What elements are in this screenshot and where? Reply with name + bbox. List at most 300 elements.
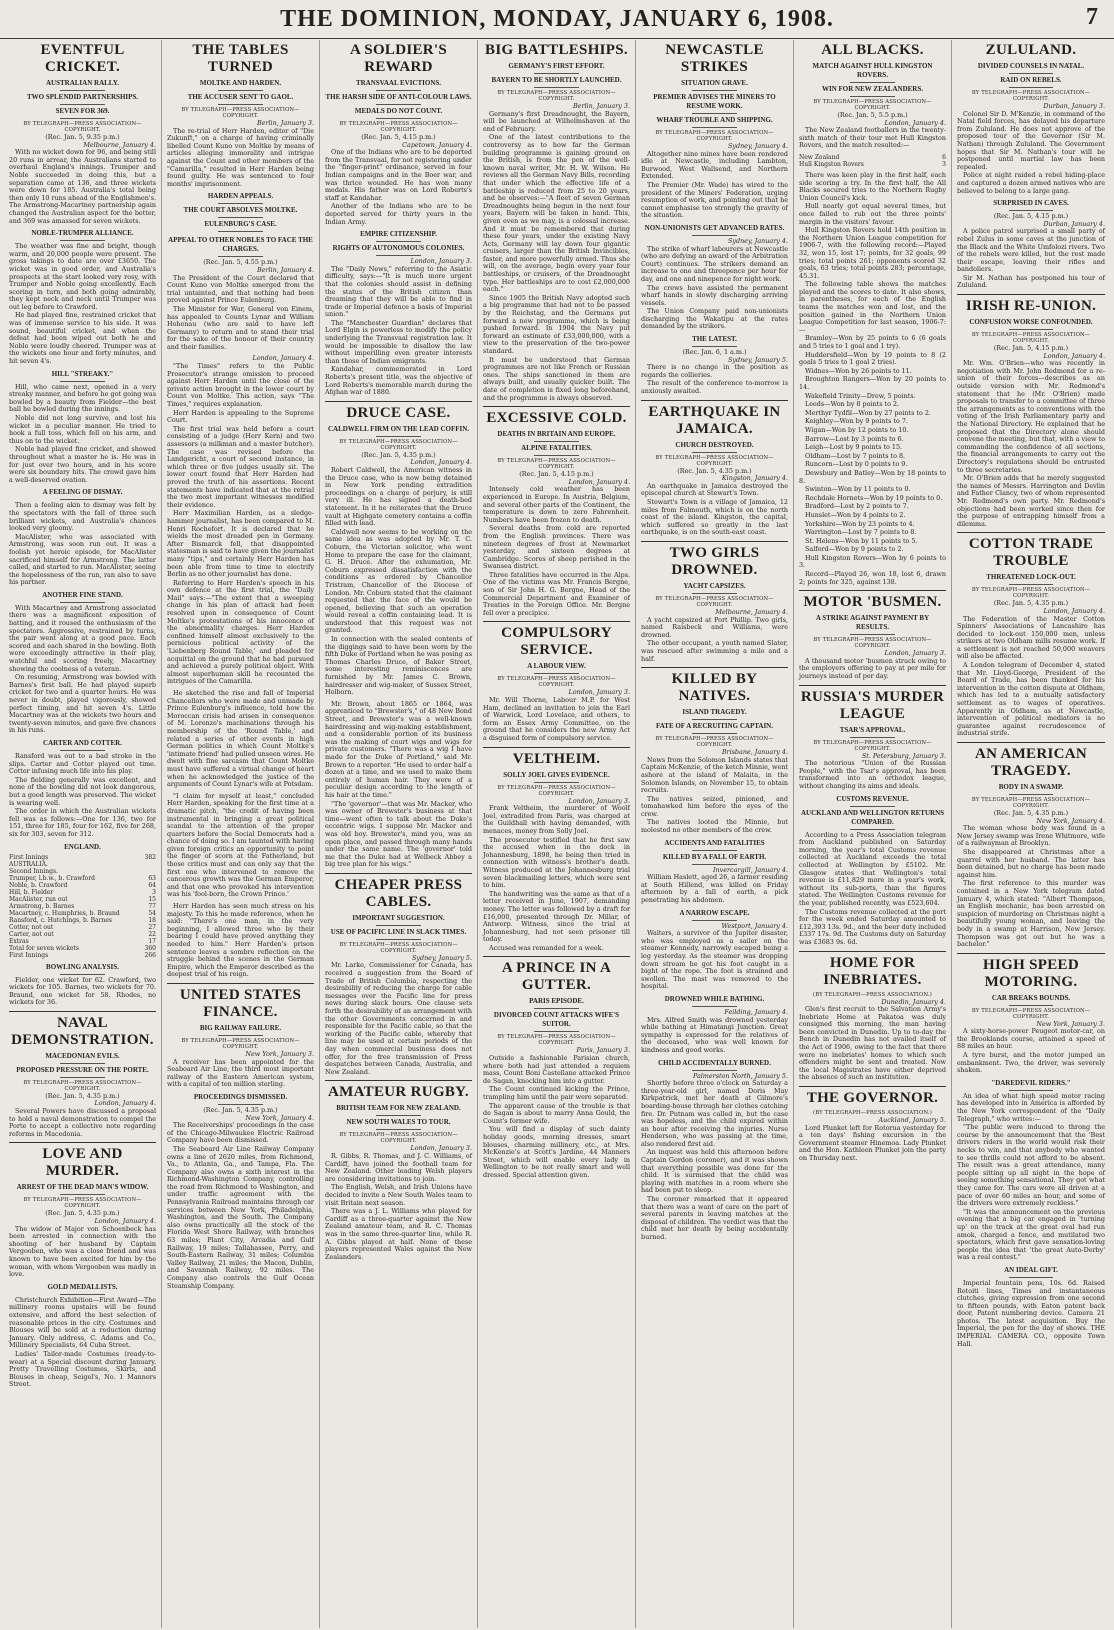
subhead-rule [692, 113, 736, 114]
article [799, 42, 946, 150]
dateline: London, January 3. [410, 257, 472, 266]
table-cell-label: Noble, b. Crawford [9, 881, 68, 889]
table-cell-label: Hull Kingston Rovers [799, 160, 864, 168]
dateline: Sydney, January 5. [411, 953, 472, 962]
byline: BY TELEGRAPH—PRESS ASSOCIATION—COPYRIGHT. [655, 454, 774, 467]
column-3 [320, 40, 478, 1628]
article [957, 199, 1105, 290]
table-cell-value: 27 [148, 923, 156, 931]
byline: BY TELEGRAPH—PRESS ASSOCIATION—COPYRIGHT. [971, 1007, 1091, 1020]
paragraph: There was keen play in the first half, each side scoring a try. In the first half, the All Blacks secured tries to the Northern Rugby Union Council's kick. [799, 170, 946, 202]
byline: BY TELEGRAPH—PRESS ASSOCIATION—COPYRIGHT. [971, 797, 1091, 809]
table-row [9, 882, 156, 889]
subheadline: CONFUSION WORSE CONFOUNDED. [969, 318, 1093, 327]
section-rule [957, 294, 1105, 295]
table-row [9, 938, 156, 945]
article [9, 739, 156, 839]
article [325, 1080, 472, 1261]
headline: THE TABLES TURNED [192, 42, 289, 75]
subheadline: "DAREDEVIL RIDERS." [991, 1078, 1071, 1087]
subheadline: THE LATEST. [692, 335, 737, 344]
paragraph: A yacht capsized at Port Phillip. Two girls, named Raisbeck and Williams, were drowned. [641, 615, 788, 639]
paragraph: One of the Indians who are to be deported from the Transvaal, for not registering under the "finger-print" ordinance, served in four Indian campaigns and in the Boer war, and was thrice wounded. He has won many medals. His father was on Lord Roberts's staff at Kandahar. [325, 148, 472, 202]
table-cell-value: 6 [942, 153, 946, 161]
article [9, 42, 156, 225]
received-time: (Rec. Jan. 5, 9.35 p.m.) [45, 133, 120, 141]
subheadline: SITUATION GRAVE. [681, 79, 748, 87]
subheadline: WIN FOR NEW ZEALANDERS. [822, 85, 923, 93]
paragraph: Wigan—Won by 12 points to 10. [805, 425, 909, 434]
received-time: (Rec. Jan. 5, 4.35 p.m.) [45, 1091, 120, 1100]
paragraph: Outside a fashionable Parisian church, where both had just attended a requiem mass, Count Boni Castellane attacked Prince de Sagan, knocking him into a gutter. [483, 1054, 630, 1085]
paragraph: A sixty-horse-power Peugeot motor-car, on the Brooklands course, attained a speed of 88 miles an hour. [957, 1027, 1105, 1051]
article [167, 236, 314, 351]
subhead-rule [60, 974, 104, 975]
byline: BY TELEGRAPH—PRESS ASSOCIATION—COPYRIGHT. [497, 90, 616, 102]
subhead-rule [692, 920, 736, 921]
article [325, 401, 472, 697]
subheadline: EULENBURG'S CASE. [204, 220, 277, 229]
article [799, 172, 946, 586]
paragraph: The re-trial of Herr Harden, editor of "Die Zukunft," on a charge of having criminally libelled Count Kuno von Moltke by means of articles alleging immorality and intrigue against the Count and other members of the "Camarilla," resulted in Herr Harden being found guilty. He was sentenced to four months' imprisonment. [167, 126, 314, 188]
subhead-rule [692, 127, 736, 128]
subhead-rule [850, 806, 894, 807]
article [641, 42, 788, 220]
paragraph: You will find a display of such dainty holiday goods, morning dresses, smart blouses, charming millinery, etc., at Mrs. McKenzie's at Scott's Jardine, 44 Manners Street, which will enable every lady in Wellington to be not really smart and well dressed. Special attention given. [483, 1125, 630, 1179]
paragraph: News from the Solomon Islands states that Captain McKenzie, of the ketch Minnie, went ashore at the island of Malaita, in the Solomon Islands, on November 15, to obtain recruits. [641, 755, 788, 795]
section-rule [9, 1142, 156, 1143]
dateline: Durban, January 3. [1043, 102, 1105, 110]
dateline: London, January 3. [568, 796, 630, 805]
dateline: New York, January 3. [1036, 1019, 1105, 1028]
paragraph: The order in which the Australian wickets fell was as follows:—One for 136, two for 151, three for 185, four for 162, five for 268, six for 303, seven for 312. [9, 807, 156, 838]
headline: KILLED BY NATIVES. [671, 671, 758, 705]
score-table [799, 154, 946, 168]
dateline: Feilding, January 4. [724, 1007, 788, 1016]
paragraph: Another of the Indians who are to be deported served for thirty years in the Indian Army. [325, 202, 472, 226]
table-row [9, 952, 156, 959]
paragraph: Rochdale Hornets—Won by 19 points to 0. [805, 493, 943, 502]
byline: BY TELEGRAPH—PRESS ASSOCIATION—COPYRIGHT. [23, 121, 142, 133]
table-row [9, 910, 156, 917]
paragraph: Warrington—Lost by 7 points to 8. [805, 528, 917, 537]
table-cell-value [142, 868, 156, 875]
table-cell-label: Hill, b. Fielder [9, 888, 54, 896]
article [483, 406, 630, 617]
table-cell-label: Cotter, not out [9, 923, 54, 931]
dateline: London, January 4. [884, 118, 946, 127]
paragraph: Kandahar, commemorated in Lord Roberts's present title, was the objective of Lord Roberts's memorable march during the Afghan war of 1880. [325, 365, 472, 397]
subheadline: EMPIRE CITIZENSHIP. [360, 230, 437, 239]
subheadline: SURPRISED IN CAVES. [993, 199, 1069, 208]
paragraph: Hill, who came next, opened in a very streaky manner, and before he got going was bowled by a beauty from Fielder—the best ball he bowled during the innings. [9, 382, 156, 414]
subheadline: HILL "STREAKY." [51, 369, 114, 378]
article [799, 590, 946, 680]
paragraph: It must be understood that German programmes are not like French or Russian ones. The ships sanctioned in them are always built, and usually quicker built. The date of completion is fixed long beforehand, and the programme is always observed. [483, 355, 630, 402]
paragraph: The woman whose body was found in a New Jersey swamp was Irene Whitmore, wife of a railwayman at Brooklyn. [957, 824, 1105, 848]
subheadline: DROWNED WHILE BATHING. [664, 994, 765, 1003]
subhead-rule [1009, 210, 1053, 211]
paragraph: With Macartney and Armstrong associated there was a magnificent exposition of batting, and it roused the enthusiasm of the spectators. Aggressive, restrained by turns, the pair went along at a good pace. Each scored and each shared in the bowling. Both were exceedingly attractive in their play, watchful and scoring freely, Macartney showing the coolness of a veteran. [9, 603, 156, 673]
headline: A PRINCE IN A GUTTER. [501, 960, 612, 994]
paragraph: The weather was fine and bright, though warm, and 20,000 people were present. The gross takings to date are over £3650. The wicket was in good order, and Australia's prospects at the start looked very rosy, with Trumper and Noble going excellently. Each scoring in turn, and both going admirably, they kept neck and neck until Trumper was out leg before to Crawford. [9, 242, 156, 311]
subhead-rule [60, 602, 104, 603]
subheadline: APPEAL TO OTHER NOBLES TO FACE THE CHARGES. [168, 236, 313, 254]
table-row [9, 861, 156, 868]
subhead-rule [218, 104, 262, 105]
received-time: (Rec. Jan. 5, 5.5 p.m.) [837, 111, 908, 119]
article [483, 621, 630, 742]
subhead-rule [218, 217, 262, 218]
subheadline: HARDEN APPEALS. [207, 192, 274, 201]
paragraph: Shortly before three o'clock on Saturday a three-year-old girl, named Doris May Kirkpatrick, met her death at Gilmore's boarding-house through her clothes catching fire. Dr. Putnam was called in, but the case was hopeless, and the child expired within an hour after receiving the injuries. Nurse Henderson, who was passing at the time, also rendered first aid. [641, 1079, 788, 1148]
article [957, 532, 1105, 738]
paragraph: Three fatalities have occurred in the Alps. One of the victims was Mr. Francis Bergne, son of Sir John H. G. Bergne, Head of the Commercial Department and Examiner of Treaties in the Foreign Office. Mr. Bergne fell over a precipice. [483, 570, 630, 617]
headline: TWO GIRLS DROWNED. [669, 544, 760, 578]
paragraph: Colonel Sir D. M'Kenzie, in command of the Natal field forces, has delayed his departure from Zululand. He does not approve of the proposed tour of the Governor (Sir M. Nathan) through Zululand. The Government hopes that Sir M. Nathan's tour will be postponed until martial law has been repealed. [957, 109, 1105, 171]
subhead-rule [60, 118, 104, 119]
received-time: (Rec. Jan. 5, 4.35 p.m.) [993, 599, 1069, 608]
headline: ZULULAND. [985, 42, 1077, 58]
article [641, 541, 788, 663]
column-1 [4, 40, 162, 1628]
headline: NEWCASTLE STRIKES [665, 42, 764, 75]
subheadline: DEATHS IN BRITAIN AND EUROPE. [497, 430, 616, 439]
received-time: (Rec. Jan. 5, 4.15 p.m.) [993, 344, 1069, 353]
paragraph: The apparent cause of the trouble is that de Sagan is about to marry Anna Gould, the Count's former wife. [483, 1101, 630, 1125]
paragraph: The natives looted the Minnie, but molested no other members of the crew. [641, 818, 788, 835]
subhead-rule [692, 1006, 736, 1007]
article [9, 1142, 156, 1278]
subheadline: PROPOSED PRESSURE ON THE PORTE. [16, 1065, 149, 1074]
article [9, 1283, 156, 1389]
dateline: Auckland, January 5. [878, 1116, 946, 1125]
paragraph: Runcorn—Lost by 0 points to 9. [805, 460, 908, 469]
table-cell-value: 17 [148, 937, 156, 945]
table-row [9, 854, 156, 861]
paragraph: A London telegram of December 4, stated that Mr. Lloyd-George, President of the Board of Trade, has been thanked for his intervention in the cotton dispute at Oldham, which has led to a mutually satisfactory settlement as to wages of operatives. Apparently in Oldham, as at Newcastle, intervention of political mediators is no guarantee against recrudescence of industrial strife. [957, 661, 1105, 738]
subhead-rule [1009, 1005, 1053, 1006]
article [167, 1093, 314, 1290]
section-rule [325, 1080, 472, 1081]
subheadline: A STRIKE AGAINST PAYMENT BY RESULTS. [815, 614, 930, 632]
column-4 [478, 40, 636, 1628]
article [9, 591, 156, 735]
table-row [9, 931, 156, 938]
paragraph: He had played fine, restrained cricket that was of immense service to his side. It was sound, beautiful cricket, and when the defeat had been wiped out both he and Noble were loudly cheered. Trumper was at the wickets one hour and forty minutes, and hit seven 4's. [9, 311, 156, 366]
article [9, 488, 156, 587]
article [325, 701, 472, 869]
table-cell-value: 3 [942, 160, 946, 168]
table-cell-value: 360 [144, 944, 156, 952]
subhead-rule [376, 241, 420, 242]
paragraph: Imperial fountain pens, 10s. 6d. Raised Rotoiti lines, Times and instantaneous clutches, giving expression from one second to fifteen pounds, with Eaton patent back door, Patent numbering device. Camera 21 photos. The latest acquisition. Buy the Imperial, the pen for the day of shows. THE IMPERIAL CAMERA CO., opposite Town Hall. [957, 1278, 1105, 1348]
paragraph: The notorious "Union of the Russian People," with the Tsar's approval, has been transformed into an orthodox league, without changing its aims and ideals. [799, 759, 946, 790]
dateline: London, January 4. [568, 477, 630, 486]
article [325, 42, 472, 226]
table-cell-value: 22 [148, 930, 156, 938]
subhead-rule [692, 452, 736, 453]
paragraph: The Receiverships' proceedings in the case of the Chicago-Milwaukee Electric Railroad Company have been dismissed. [167, 1121, 314, 1145]
paragraph: Several deaths from cold are reported from the English provinces. There was nineteen degrees of frost at Newmarket yesterday, and sixteen degrees at Cambridge. Scores of sheep perished in the Swansea district. [483, 524, 630, 571]
article [957, 1266, 1105, 1348]
dateline: Brisbane, January 4. [721, 748, 788, 757]
subheadline: MATCH AGAINST HULL KINGSTON ROVERS. [812, 62, 933, 79]
article [9, 963, 156, 1007]
subheadline: PREMIER ADVISES THE MINERS TO RESUME WORK. [653, 93, 776, 110]
paragraph: The handwriting was the same as that of a letter received in June, 1907, demanding money. The letter was followed by a draft for £16,000, presented through Dr. Millar, of Antwerp. Witness, since the trial at Johannesburg, had not seen prisoner till today. [483, 889, 630, 944]
subhead-rule [60, 1077, 104, 1078]
table-row [799, 154, 946, 161]
subhead-rule [376, 255, 420, 256]
subheadline: SOLLY JOEL GIVES EVIDENCE. [503, 770, 610, 779]
paragraph: A receiver has been appointed for the Seaboard Air Line, the third most important railway of the Eastern American system, with a capital of ten million sterling. [167, 1057, 314, 1089]
dateline: New York, January 4. [245, 1113, 314, 1122]
headline: NAVAL DEMONSTRATION. [11, 1014, 154, 1048]
paragraph: Merthyr Tydfil—Won by 27 points to 2. [805, 408, 931, 417]
paragraph: Hull Kingston Rovers held 14th position in the Northern Union League competition for 1906-7, with the following record:—Played 32, won 15, lost 17; points, for 32 goals, 99 tries; total points 261; opponents scored 32 goals, 63 tries; total points 283; percentage, 45.31. [799, 226, 946, 280]
paragraph: Widnes—Won by 26 points to 11. [805, 366, 912, 375]
subheadline: MOLTKE AND HARDEN. [199, 79, 282, 87]
dateline: London, January 4. [1043, 606, 1105, 615]
table-cell-label: Second Innings. [9, 867, 58, 875]
received-time: (Rec. Jan. 5, 4.55 p.m.) [203, 258, 278, 267]
subhead-rule [534, 441, 578, 442]
subheadline: GOLD MEDALLISTS. [47, 1282, 118, 1291]
columns-container [4, 40, 1110, 1628]
paragraph: On resuming, Armstrong was bowled with Barnes's first ball. He had played superb cricket for two and a quarter hours. He was never in doubt, played vigorously, showed perfect timing, and hit seven 4's. Little Macartney was at the wickets two hours and twenty-seven minutes, and gave five chances in his runs. [9, 673, 156, 735]
byline: BY TELEGRAPH—PRESS ASSOCIATION—COPYRIGHT. [971, 587, 1091, 600]
paragraph: An inquest was held this afternoon before Captain Gordon (coroner), and it was shown that everything possible was done for the child. It is surmised that the child was playing with matches in a room where she had been put to sleep. [641, 1148, 788, 1195]
article [641, 839, 788, 905]
table-cell-label: First Innings [9, 951, 49, 959]
paragraph: The widow of Major von Schoenbeck has been arrested in connection with the shooting of her husband by Captain Vergooben, who was a close friend and was known to have been excited for him by the woman, with whom Vergooben was madly in love. [9, 1224, 156, 1279]
paragraph: Yorkshire—Won by 23 points to 4. [805, 519, 915, 528]
paragraph: Barrow—Lost by 3 points to 6. [805, 434, 904, 443]
paragraph: There was a J. L. Williams who played for Cardiff as a three-quarter against the New Zealand amateur team, and R. C. Thomas was in the same three-quarter line, while R. A. Gibbs played at half. None of these players represented Wales against the New Zealanders. [325, 1207, 472, 1261]
article [799, 951, 946, 1083]
paragraph: Salford—Won by 9 points to 2. [805, 545, 904, 554]
subhead-rule [376, 1129, 420, 1130]
subheadline: A LABOUR VIEW. [527, 662, 586, 671]
paragraph: The result of the conference to-morrow is anxiously awaited. [641, 379, 788, 396]
paragraph: The "Manchester Guardian" declares that Lord Elgin is powerless to modify the policy underlying the Transvaal registration law. It would be impossible to disallow the law without imperilling even greater interests than those of Indian emigrants. [325, 318, 472, 365]
byline: BY TELEGRAPH—PRESS ASSOCIATION—COPYRIGHT. [339, 1132, 458, 1145]
subheadline: FATE OF A RECRUITING CAPTAIN. [655, 722, 773, 731]
subhead-rule [692, 346, 736, 347]
paragraph: St. Helens—Won by 11 points to 5. [805, 536, 918, 545]
subhead-rule [218, 90, 262, 91]
received-time: (Rec. Jan. 5, 4.35 p.m.) [677, 466, 752, 475]
headline: DRUCE CASE. [346, 404, 451, 421]
article [483, 42, 630, 402]
article [9, 229, 156, 366]
headline: AN AMERICAN TRAGEDY. [974, 746, 1088, 779]
subhead-rule [218, 1104, 262, 1105]
subheadline: ALPINE FATALITIES. [521, 444, 592, 453]
column-2 [162, 40, 320, 1628]
subhead-rule [60, 499, 104, 500]
subheadline: THREATENED LOCK-OUT. [986, 573, 1076, 582]
paragraph: Bradford—Lost by 2 points to 7. [805, 502, 909, 511]
subhead-rule [1009, 87, 1053, 88]
table-cell-label: Total for seven wickets [9, 944, 80, 952]
subheadline: DIVIDED COUNSELS IN NATAL. [977, 62, 1085, 70]
table-cell-value: 63 [148, 874, 156, 882]
table-row [9, 917, 156, 924]
subheadline: ANOTHER FINE STAND. [42, 590, 123, 599]
paragraph: Then a feeling akin to dismay was felt by the spectators with the fall of three such brilliant wickets, and Australia's chances looked very gloomy. [9, 501, 156, 533]
paragraph: Walters, a survivor of the Jupiter disaster, who was employed as a sailer on the steamer Kennedy, narrowly escaped being a leg yesterday. As the steamer was dropping down stream he got his foot caught in a bight of the rope. The foot is strained and swollen. The mast was removed to the hospital. [641, 929, 788, 991]
paragraph: Mr. Larke, Commissioner for Canada, has received a suggestion from the Board of Trade of British Columbia, respecting the desirability of reducing the charge for cable messages over the Pacific line for press news during slack hours. One clause sets forth the desirability of an arrangement with the other Governments concerned in and responsible for the Pacific cable, so that the working of the Pacific cable, whereby that line may be used at certain periods of the day when commercial business does not offer, for the free transmission of Press despatches between Canada, Australia, and New Zealand. [325, 961, 472, 1076]
headline: LOVE AND MURDER. [42, 1146, 123, 1180]
subheadline: ACCIDENTS AND FATALITIES [664, 838, 765, 847]
section-rule [483, 956, 630, 957]
subhead-rule [218, 231, 262, 232]
subhead-rule [1009, 794, 1053, 795]
article [9, 843, 156, 959]
subheadline: CHURCH DESTROYED. [675, 440, 754, 449]
subheadline: GERMANY'S FIRST EFFORT. [508, 62, 605, 70]
byline: BY TELEGRAPH—PRESS ASSOCIATION—COPYRIGHT. [813, 739, 932, 752]
subhead-rule [534, 87, 578, 88]
page-number: 7 [1086, 4, 1098, 30]
byline: BY TELEGRAPH—PRESS ASSOCIATION—COPYRIGHT. [655, 130, 774, 142]
subhead-rule [534, 1008, 578, 1009]
paragraph: Record—Played 26, won 18, lost 6, drawn 2; points for 325, against 138. [799, 570, 946, 586]
table-cell-label: Trumper, l.b.w., b. Crawford [9, 874, 95, 882]
paragraph: Mrs. Alfred Smith was drowned yesterday while bathing at Himatangi Junction. Great sympathy is expressed for the relatives of the deceased, who was well known for kindness and good works. [641, 1015, 788, 1054]
subheadline: WHARF TROUBLE AND SHIPPING. [656, 116, 773, 124]
article [641, 667, 788, 835]
headline: EARTHQUAKE IN JAMAICA. [648, 403, 781, 437]
paragraph: Lord Plunket left for Rotorua yesterday for a ten days' fishing excursion in the Government steamer Hinemoa. Lady Plunket and the Hon. Kathleen Plunket join the party on Thursday next. [799, 1123, 946, 1162]
byline: BY TELEGRAPH—PRESS ASSOCIATION—COPYRIGHT. [23, 1079, 142, 1092]
dateline: London, January 4. [410, 458, 472, 467]
paragraph: The fielding generally was excellent, and none of the bowling did not look dangerous, but a good length was preserved. The wicket is wearing well. [9, 775, 156, 807]
dateline: Invercargill, January 4. [712, 865, 788, 874]
article [483, 747, 630, 953]
section-rule [799, 1086, 946, 1087]
received-time: (Rec. Jan. 5, 4.15 p.m.) [993, 212, 1069, 221]
column-5 [636, 40, 794, 1628]
paragraph: Herr Harden is appealing to the Supreme Court. [167, 408, 314, 425]
headline: BIG BATTLESHIPS. [485, 42, 628, 58]
article [957, 953, 1105, 1075]
subhead-rule [692, 1070, 736, 1071]
paragraph: The following table shows the matches played and the scores to date. It also shows, in parentheses, for each of the English teams the matches won and lost, and the position gained in the Northern Union League Competition for last season, 1906-7:— [799, 280, 946, 334]
paragraph: MacAlister, who was associated with Armstrong, was soon run out. It was a foolish yet heroic episode, for MacAlister sacrificed himself for Armstrong. The latter called, and started to run. MacAlister, seeing the hopelessness of the run, ran also to save his partner. [9, 532, 156, 587]
section-rule [641, 541, 788, 542]
received-time: (Rec. Jan. 6, 1 a.m.) [682, 348, 747, 357]
table-row [9, 875, 156, 882]
subhead-rule [218, 256, 262, 257]
subhead-rule [1009, 73, 1053, 74]
paragraph: The crews have assisted the permanent wharf hands in slowly discharging arriving vessels. [641, 283, 788, 307]
subhead-rule [534, 455, 578, 456]
article [167, 42, 314, 188]
dateline: Sydney, January 4. [727, 142, 788, 150]
paragraph: "The 'governor'—that was Mr. Macker, who was owner of Brewster's business at that time—went often to talk about the Duke's eccentric wigs. I suppose Mr. Macker and was old boy. Brewster's, mind you, was an open place, and passed through many hands under the same name. The 'governor' told me that the Duke had at Welbeck Abbey a big tree plan for his wigs." [325, 799, 472, 869]
table-cell-value: 77 [148, 902, 156, 910]
subheadline: YACHT CAPSIZES. [683, 581, 746, 590]
section-rule [957, 953, 1105, 954]
paragraph: The Minister for War, General von Einem, has appealed to Counts Lynar and William Hohenau (who are said to have left Germany) to return and to stand their trial for the sake of the honour of their country and their families. [167, 304, 314, 351]
table-row [799, 161, 946, 168]
table-row [9, 945, 156, 952]
paragraph: "I claim for myself at least," concluded Herr Harden, speaking for the first time at a dramatic pitch, "the credit of having been instrumental in bringing a great political scandal to the attention of the proper quarters before the Social Democrats had a chance of doing so. I am taunted with having given foreign critics an opportunity to point the finger of scorn at the Fatherland, but those critics must and can only say that the first one who intervened to remove the cancerous growth was the German Emperor, and that one who provoked his intervention was his 'fool-born, the Crown Prince.' [167, 791, 314, 899]
section-rule [799, 590, 946, 591]
article [167, 355, 314, 686]
byline: BY TELEGRAPH—PRESS ASSOCIATION—COPYRIGHT. [497, 676, 616, 689]
score-table [9, 854, 156, 959]
subheadline: AUSTRALIAN RALLY. [45, 79, 119, 87]
received-time: (Rec. Jan. 5, 4.35 p.m.) [45, 1209, 120, 1218]
subhead-rule [692, 719, 736, 720]
paragraph: Caldwell now seems to be working on the same idea as was adopted by Mr. T. C. Coburn, the Victorian solicitor, who went Home to prepare the case for the claimant, G. H. Druce. After the exhumation, Mr. Coburn expressed dissatisfaction with the conditions as ordered by Chancellor Tristram, Chancellor of the Diocese of London. Mr. Coburn stated that the claimant requested that the face of the would be opened, believing that such an operation would reveal a coffin containing lead. It is understood that this request was not granted. [325, 527, 472, 635]
subheadline: CALDWELL FIRM ON THE LEAD COFFIN. [327, 424, 470, 433]
section-rule [167, 983, 314, 984]
subhead-rule [376, 118, 420, 119]
paragraph: Leigh—Lost by 9 points to 15. [805, 443, 903, 452]
subheadline: BOWLING ANALYSIS. [46, 962, 119, 971]
subhead-rule [1009, 1277, 1053, 1278]
article [167, 793, 314, 899]
subhead-rule [692, 90, 736, 91]
subhead-rule [1009, 329, 1053, 330]
table-row [9, 889, 156, 896]
table-cell-value: 54 [148, 909, 156, 917]
article [9, 370, 156, 485]
paragraph: Sir M. Nathan has postponed his tour of Zululand. [957, 273, 1105, 290]
article [167, 903, 314, 979]
subheadline: CARTER AND COTTER. [43, 738, 122, 747]
subheadline: BODY IN A SWAMP. [998, 783, 1064, 791]
dateline: Westport, January 4. [721, 921, 788, 930]
paragraph: Bramley—Won by 25 points to 6 (6 goals and 5 tries to 1 goal and 1 try). [799, 334, 946, 351]
table-cell-label: First Innings [9, 853, 49, 861]
subhead-rule [692, 864, 736, 865]
subhead-rule [60, 1294, 104, 1295]
subhead-rule [534, 73, 578, 74]
table-cell-label: AUSTRALIA. [9, 860, 48, 868]
article [641, 995, 788, 1055]
subhead-rule [218, 203, 262, 204]
paragraph: The Seaboard Air Line Railway Company owns a line of 2620 miles, from Richmond, Va., to Atlanta, Ga., and Tampa, Fla. The Company also owns a sixth interest in the Richmond-Washington Company, controlling the road from Richmond to Washington, and under traffic agreement with the Pennsylvania Railroad maintains through car services between New York, Philadelphia, Washington, and the South. The Company also owns practically all the stock of the Florida West Shore Railway, with branches 63 miles; Plant City, Arcadia and Gulf Railway, 19 miles; Tallahassee, Perry, and South-Eastern Railway, 31 miles; Columbia Valley Railway, 21 miles; the Macon, Dublin, and Savannah Railway, 92 miles. The Company also controls the Gulf Ocean Steamship Company. [167, 1144, 314, 1290]
subhead-rule [850, 96, 894, 97]
subhead-rule [60, 104, 104, 105]
subheadline: THE ACCUSER SENT TO GAOL. [187, 93, 294, 101]
headline: COMPULSORY SERVICE. [501, 625, 612, 659]
paragraph: Hull nearly got equal several times, but once failed to rub out the three points' margin in the visitors' favour. [799, 202, 946, 226]
paragraph: The President of the Court declared that Count Kuno von Moltke emerged from the trial untainted, and that nothing had been proved against Prince Eulenburg. [167, 273, 314, 305]
paragraph: One of the latest contributions to the controversy as to how far the German building programme is gaining ground on the British, is from the pen of the well-known naval writer, Mr. H. W. Wilson. He reviews all the German Navy Bills, recording that under which the effective life of a battleship is reduced from 25 to 20 years, and he observes:—"A fleet of seven German Dreadnoughts being begun in the next four years, Bayern will be taken in hand. This, given even as we may, is a colossal increase. And it must be remembered that during these four years, under the existing Navy Acts, Germany will lay down four gigantic cruisers, larger than the British Invincibles, faster, and more powerfully armed. Thus she will, on the average, begin every year four battleships, or cruisers, of the Dreadnought type. Her battleships are to cost £2,000,000 each." [483, 133, 630, 294]
byline: BY TELEGRAPH—PRESS ASSOCIATION—COPYRIGHT. [497, 784, 616, 797]
subheadline: RAID ON REBELS. [1000, 76, 1062, 84]
paragraph: Police at night raided a rebel hiding-place and captured a dozen armed natives who are believed to belong to a large gang. [957, 171, 1105, 195]
subhead-rule [534, 1031, 578, 1032]
dateline: London, January 4. [94, 1217, 156, 1226]
column-7 [952, 40, 1110, 1628]
byline: BY TELEGRAPH—PRESS ASSOCIATION—COPYRIGHT. [181, 107, 300, 119]
headline: ALL BLACKS. [821, 42, 924, 58]
table-cell-label: MacAlister, run out [9, 895, 68, 903]
subhead-rule [60, 1194, 104, 1195]
article [325, 873, 472, 1077]
subheadline: DIVORCED COUNT ATTACKS WIFE'S SUITOR. [493, 1011, 620, 1029]
article [957, 42, 1105, 195]
subheadline: THE HARSH SIDE OF ANTI-COLOUR LAWS. [325, 93, 472, 101]
